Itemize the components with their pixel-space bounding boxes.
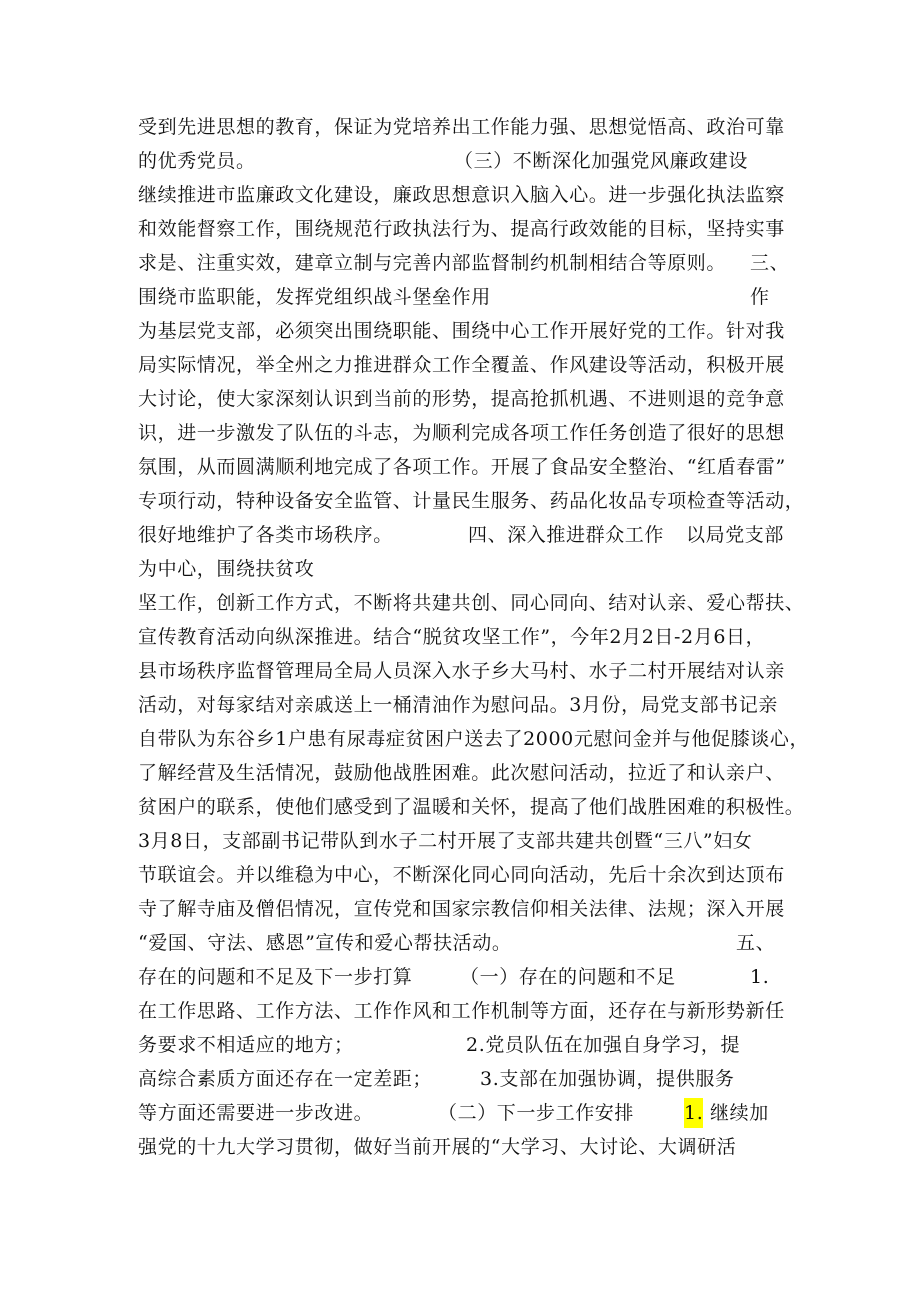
text-segment: “爱国、守法、感恩”宣传和爱心帮扶活动。	[138, 932, 512, 954]
text-segment: 自带队为东谷乡1户患有尿毒症贫困户送去了2000元慰问金并与他促膝谈心，	[138, 728, 810, 750]
section-heading-five: 存在的问题和不足及下一步打算	[138, 966, 413, 988]
list-number-1: 1.	[750, 966, 770, 988]
section-heading-three: 围绕市监职能，发挥党组织战斗堡垒作用	[138, 286, 491, 308]
section-number-3: 三、	[750, 252, 790, 274]
text-segment: 大讨论，使大家深刻认识到当前的形势，提高抢抓机遇、不进则退的竞争意	[138, 388, 785, 410]
text-segment: 了解经营及生活情况，鼓励他战胜困难。此次慰问活动，拉近了和认亲户、	[138, 762, 785, 784]
text-segment: 氛围，从而圆满顺利地完成了各项工作。开展了食品安全整治、“红盾春雷”	[138, 456, 786, 478]
text-segment: 的优秀党员。	[138, 150, 256, 172]
subsection-heading-2: （二）下一步工作安排	[438, 1102, 635, 1124]
text-segment: 受到先进思想的教育，保证为党培养出工作能力强、思想觉悟高、政治可靠	[138, 116, 785, 138]
text-segment: 和效能督察工作，围绕规范行政执法行为、提高行政效能的目标，坚持实事	[138, 218, 785, 240]
list-item-2: 2.党员队伍在加强自身学习，提	[466, 1034, 741, 1056]
subsection-heading-1: （一）存在的问题和不足	[460, 966, 676, 988]
text-segment: 局实际情况，举全州之力推进群众工作全覆盖、作风建设等活动，积极开展	[138, 354, 785, 376]
text-segment: 识，进一步激发了队伍的斗志，为顺利完成各项工作任务创造了很好的思想	[138, 422, 785, 444]
text-segment: 很好地维护了各类市场秩序。	[138, 524, 393, 546]
text-segment: 寺了解寺庙及僧侣情况，宣传党和国家宗教信仰相关法律、法规；深入开展	[138, 898, 785, 920]
text-segment: 坚工作，创新工作方式，不断将共建共创、同心同向、结对认亲、爱心帮扶、	[138, 592, 805, 614]
text-segment: 高综合素质方面还存在一定差距；	[138, 1068, 433, 1090]
text-segment: 为中心，围绕扶贫攻	[138, 558, 315, 580]
text-segment: 县市场秩序监督管理局全局人员深入水子乡大马村、水子二村开展结对认亲	[138, 660, 785, 682]
list-item-3: 3.支部在加强协调，提供服务	[480, 1068, 735, 1090]
text-segment: 继续推进市监廉政文化建设，廉政思想意识入脑入心。进一步强化执法监察	[138, 184, 785, 206]
text-segment: 强党的十九大学习贯彻，做好当前开展的“大学习、大讨论、大调研活	[138, 1136, 737, 1158]
text-segment: 贫困户的联系，使他们感受到了温暖和关怀，提高了他们战胜困难的积极性。	[138, 796, 805, 818]
text-segment: 节联谊会。并以维稳为中心，不断深化同心同向活动，先后十余次到达顶布	[138, 864, 785, 886]
text-segment: 专项行动，特种设备安全监管、计量民生服务、药品化妆品专项检查等活动，	[138, 490, 805, 512]
text-segment: 等方面还需要进一步改进。	[138, 1102, 374, 1124]
text-segment: 活动，对每家结对亲戚送上一桶清油作为慰问品。3月份，局党支部书记亲	[138, 694, 778, 716]
text-segment: 在工作思路、工作方法、工作作风和工作机制等方面，还存在与新形势新任	[138, 1000, 785, 1022]
text-segment: 3月8日，支部副书记带队到水子二村开展了支部共建共创暨“三八”妇女	[138, 830, 753, 852]
text-segment: 为基层党支部，必须突出围绕职能、围绕中心工作开展好党的工作。针对我	[138, 320, 785, 342]
section-heading-3: （三）不断深化加强党风廉政建设	[454, 150, 749, 172]
text-segment: 求是、注重实效，建章立制与完善内部监督制约机制相结合等原则。	[138, 252, 727, 274]
text-segment: 宣传教育活动向纵深推进。结合“脱贫攻坚工作”，今年2月2日-2月6日，	[138, 626, 766, 648]
text-segment: 以局党支部	[686, 524, 785, 546]
text-segment: 务要求不相适应的地方；	[138, 1034, 354, 1056]
section-heading-four: 四、深入推进群众工作	[468, 524, 665, 546]
highlighted-list-number: 1.	[684, 1098, 703, 1128]
text-segment: 作	[750, 286, 770, 308]
section-number-5: 五、	[736, 932, 776, 954]
text-segment: 继续加	[710, 1102, 769, 1124]
